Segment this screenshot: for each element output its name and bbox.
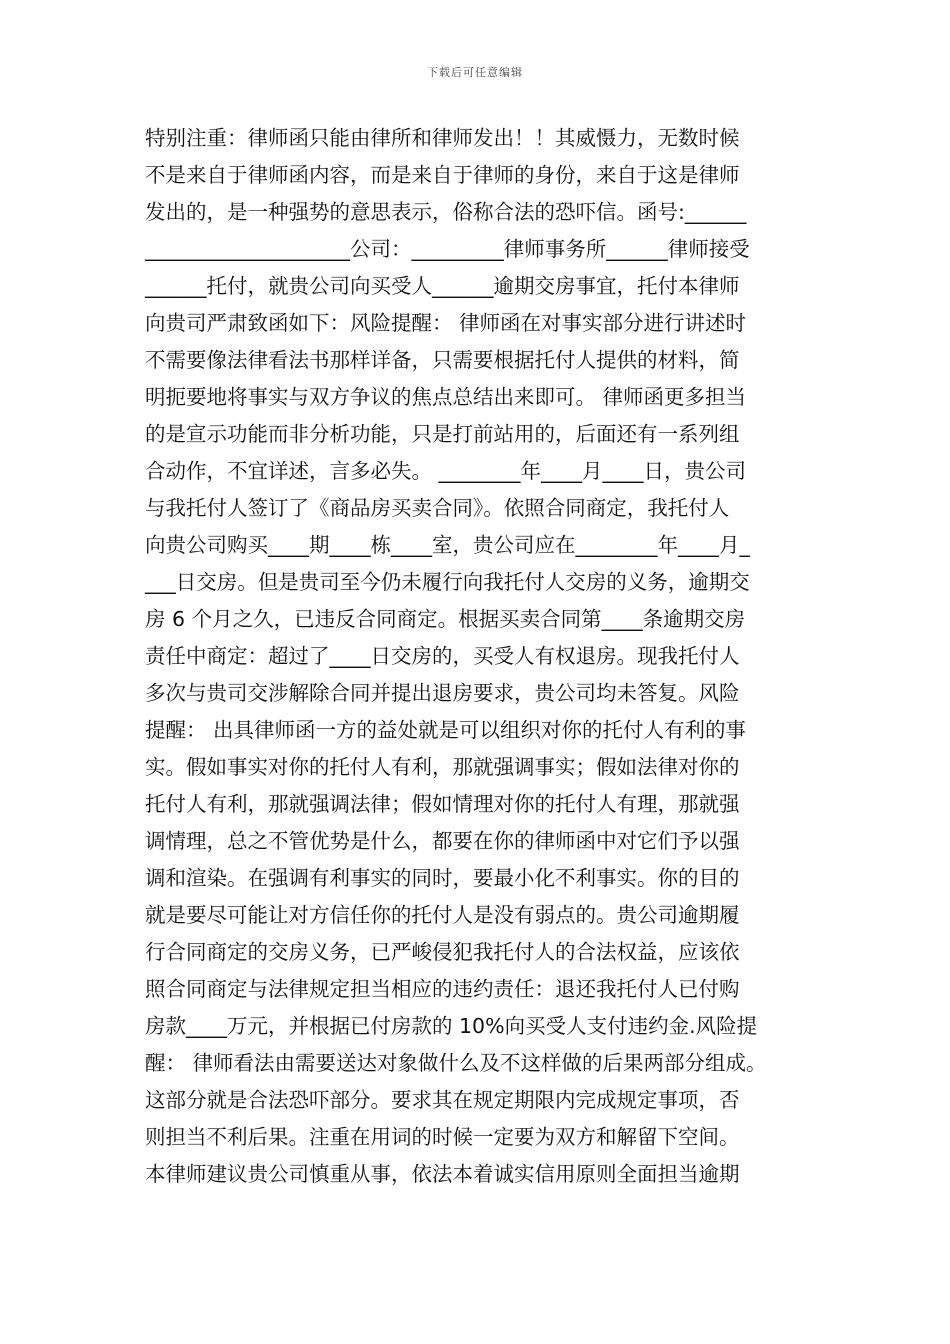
body-line: 合动作，不宜详述，言多必失。 ________年____月____日，贵公司: [145, 459, 747, 483]
body-line: 则担当不利后果。注重在用词的时候一定要为双方和解留下空间。: [145, 1125, 740, 1149]
body-line: ___日交房。但是贵司至今仍未履行向我托付人交房的义务，逾期交: [145, 570, 750, 594]
body-line: 行合同商定的交房义务，已严峻侵犯我托付人的合法权益，应该依: [145, 940, 740, 964]
body-line: 调和渲染。在强调有利事实的同时，要最小化不利事实。你的目的: [145, 866, 740, 890]
body-line: 本律师建议贵公司慎重从事，依法本着诚实信用原则全面担当逾期: [145, 1162, 740, 1186]
body-line: 醒： 律师看法由需要送达对象做什么及不这样做的后果两部分组成。: [145, 1051, 767, 1075]
body-line: 照合同商定与法律规定担当相应的违约责任：退还我托付人已付购: [145, 977, 740, 1001]
body-line: 向贵公司购买____期____栋____室，贵公司应在________年____月_: [145, 533, 750, 557]
page-header: 下载后可任意编辑: [427, 66, 523, 79]
body-line: 调情理，总之不管优势是什么，都要在你的律师函中对它们予以强: [145, 829, 740, 853]
body-line: 房 6 个月之久，已违反合同商定。根据买卖合同第____条逾期交房: [145, 607, 746, 631]
body-line: ____________________公司：_________律师事务所______律师接受: [145, 237, 750, 261]
body-line: 托付人有利，那就强调法律；假如情理对你的托付人有理，那就强: [145, 792, 740, 816]
body-line: 多次与贵司交涉解除合同并提出退房要求，贵公司均未答复。风险: [145, 681, 740, 705]
body-line: 不是来自于律师函内容，而是来自于律师的身份，来自于这是律师: [145, 163, 740, 187]
body-line: 就是要尽可能让对方信任你的托付人是没有弱点的。贵公司逾期履: [145, 903, 740, 927]
body-line: 明扼要地将事实与双方争议的焦点总结出来即可。 律师函更多担当: [145, 385, 747, 409]
body-line: 特别注重：律师函只能由律所和律师发出！！其威慑力，无数时候: [145, 126, 740, 150]
body-line: 发出的，是一种强势的意思表示，俗称合法的恐吓信。函号:______: [145, 200, 747, 224]
body-line: 责任中商定：超过了____日交房的，买受人有权退房。现我托付人: [145, 644, 740, 668]
body-line: ______托付，就贵公司向买受人______逾期交房事宜，托付本律师: [145, 274, 740, 298]
document-body: [145, 120, 825, 1193]
body-line: 这部分就是合法恐吓部分。要求其在规定期限内完成规定事项，否: [145, 1088, 740, 1112]
body-line: 房款____万元，并根据已付房款的 10%向买受人支付违约金.风险提: [145, 1014, 758, 1038]
body-line: 实。假如事实对你的托付人有利，那就强调事实；假如法律对你的: [145, 755, 740, 779]
body-line: 不需要像法律看法书那样详备，只需要根据托付人提供的材料，简: [145, 348, 740, 372]
body-line: 提醒： 出具律师函一方的益处就是可以组织对你的托付人有利的事: [145, 718, 747, 742]
body-line: 向贵司严肃致函如下：风险提醒： 律师函在对事实部分进行讲述时: [145, 311, 747, 335]
body-line: 与我托付人签订了《商品房买卖合同》。依照合同商定，我托付人: [145, 496, 730, 520]
body-line: 的是宣示功能而非分析功能，只是打前站用的，后面还有一系列组: [145, 422, 740, 446]
